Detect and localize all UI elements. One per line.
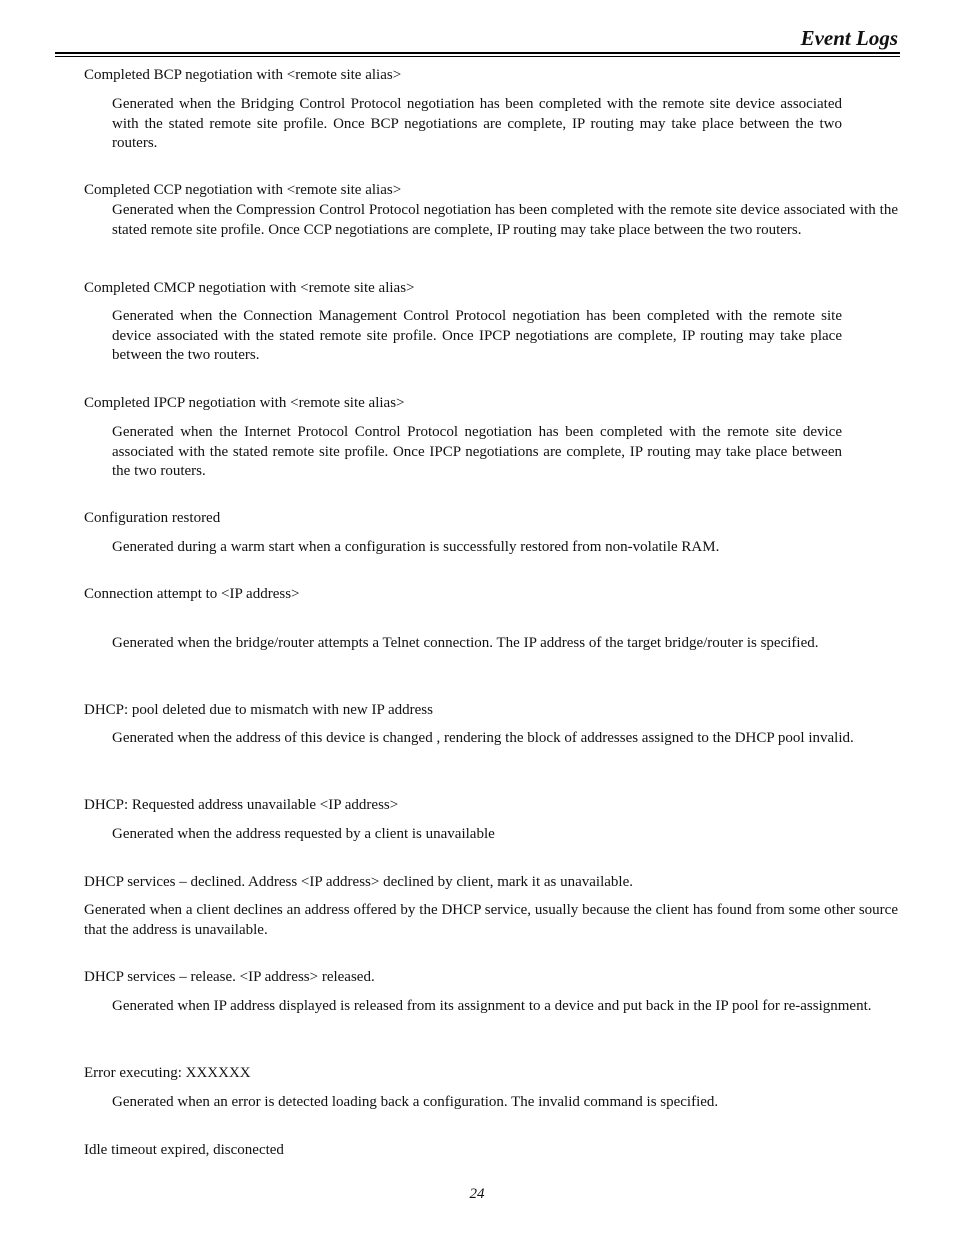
entry-title: Completed BCP negotiation with <remote site alias> xyxy=(84,67,402,83)
entry-title: DHCP services – release. <IP address> released. xyxy=(84,969,375,985)
entry-description: Generated when the bridge/router attempts a Telnet connection. The IP address of the target bridge/router is specified. xyxy=(112,635,819,651)
entry-description: Generated when the address requested by a client is unavailable xyxy=(112,826,495,842)
entry-description: Generated when the Compression Control Protocol negotiation has been completed with the remote site device associated with the stated remote site profile. Once CCP negotiations are complete, IP routing may take place between the two routers. xyxy=(112,202,898,238)
entry-title: Connection attempt to <IP address> xyxy=(84,586,300,602)
entry-title: Completed CCP negotiation with <remote site alias> xyxy=(84,182,402,198)
entry-title: Completed CMCP negotiation with <remote site alias> xyxy=(84,280,415,296)
entry-title: DHCP services – declined. Address <IP address> declined by client, mark it as unavailable. xyxy=(84,874,634,890)
entry-title: DHCP: Requested address unavailable <IP address> xyxy=(84,797,399,813)
entry-title: DHCP: pool deleted due to mismatch with new IP address xyxy=(84,702,433,718)
header-rule-thin xyxy=(55,56,900,57)
entry-title: Idle timeout expired, disconected xyxy=(84,1142,284,1158)
entry-title: Completed IPCP negotiation with <remote site alias> xyxy=(84,395,405,411)
header-rule-thick xyxy=(55,52,900,54)
page-number: 24 xyxy=(469,1186,485,1202)
page-title: Event Logs xyxy=(800,26,898,50)
entry-description: Generated when the address of this device is changed , rendering the block of addresses assigned to the DHCP pool invalid. xyxy=(112,730,854,746)
entry-description: Generated when the Bridging Control Protocol negotiation has been completed with the remote site device associated with the stated remote site profile. Once BCP negotiations are complete, IP routing may take place between the two routers. xyxy=(112,96,842,151)
entry-description: Generated when a client declines an address offered by the DHCP service, usually because the client has found from some other source that the address is unavailable. xyxy=(84,902,898,938)
entry-description: Generated when the Internet Protocol Control Protocol negotiation has been completed with the remote site device associated with the stated remote site profile. Once IPCP negotiations are complete, IP routing may take place between the two routers. xyxy=(112,424,842,479)
entry-title: Configuration restored xyxy=(84,510,221,526)
entry-title: Error executing: XXXXXX xyxy=(84,1065,251,1081)
entry-description: Generated when the Connection Management Control Protocol negotiation has been completed with the remote site device associated with the stated remote site profile. Once IPCP negotiations are complete, IP routing may take place between the two routers. xyxy=(112,308,842,363)
entry-description: Generated during a warm start when a configuration is successfully restored from non-volatile RAM. xyxy=(112,539,720,555)
entry-description: Generated when IP address displayed is released from its assignment to a device and put back in the IP pool for re-assignment. xyxy=(112,998,872,1014)
entry-description: Generated when an error is detected loading back a configuration. The invalid command is specified. xyxy=(112,1094,719,1110)
